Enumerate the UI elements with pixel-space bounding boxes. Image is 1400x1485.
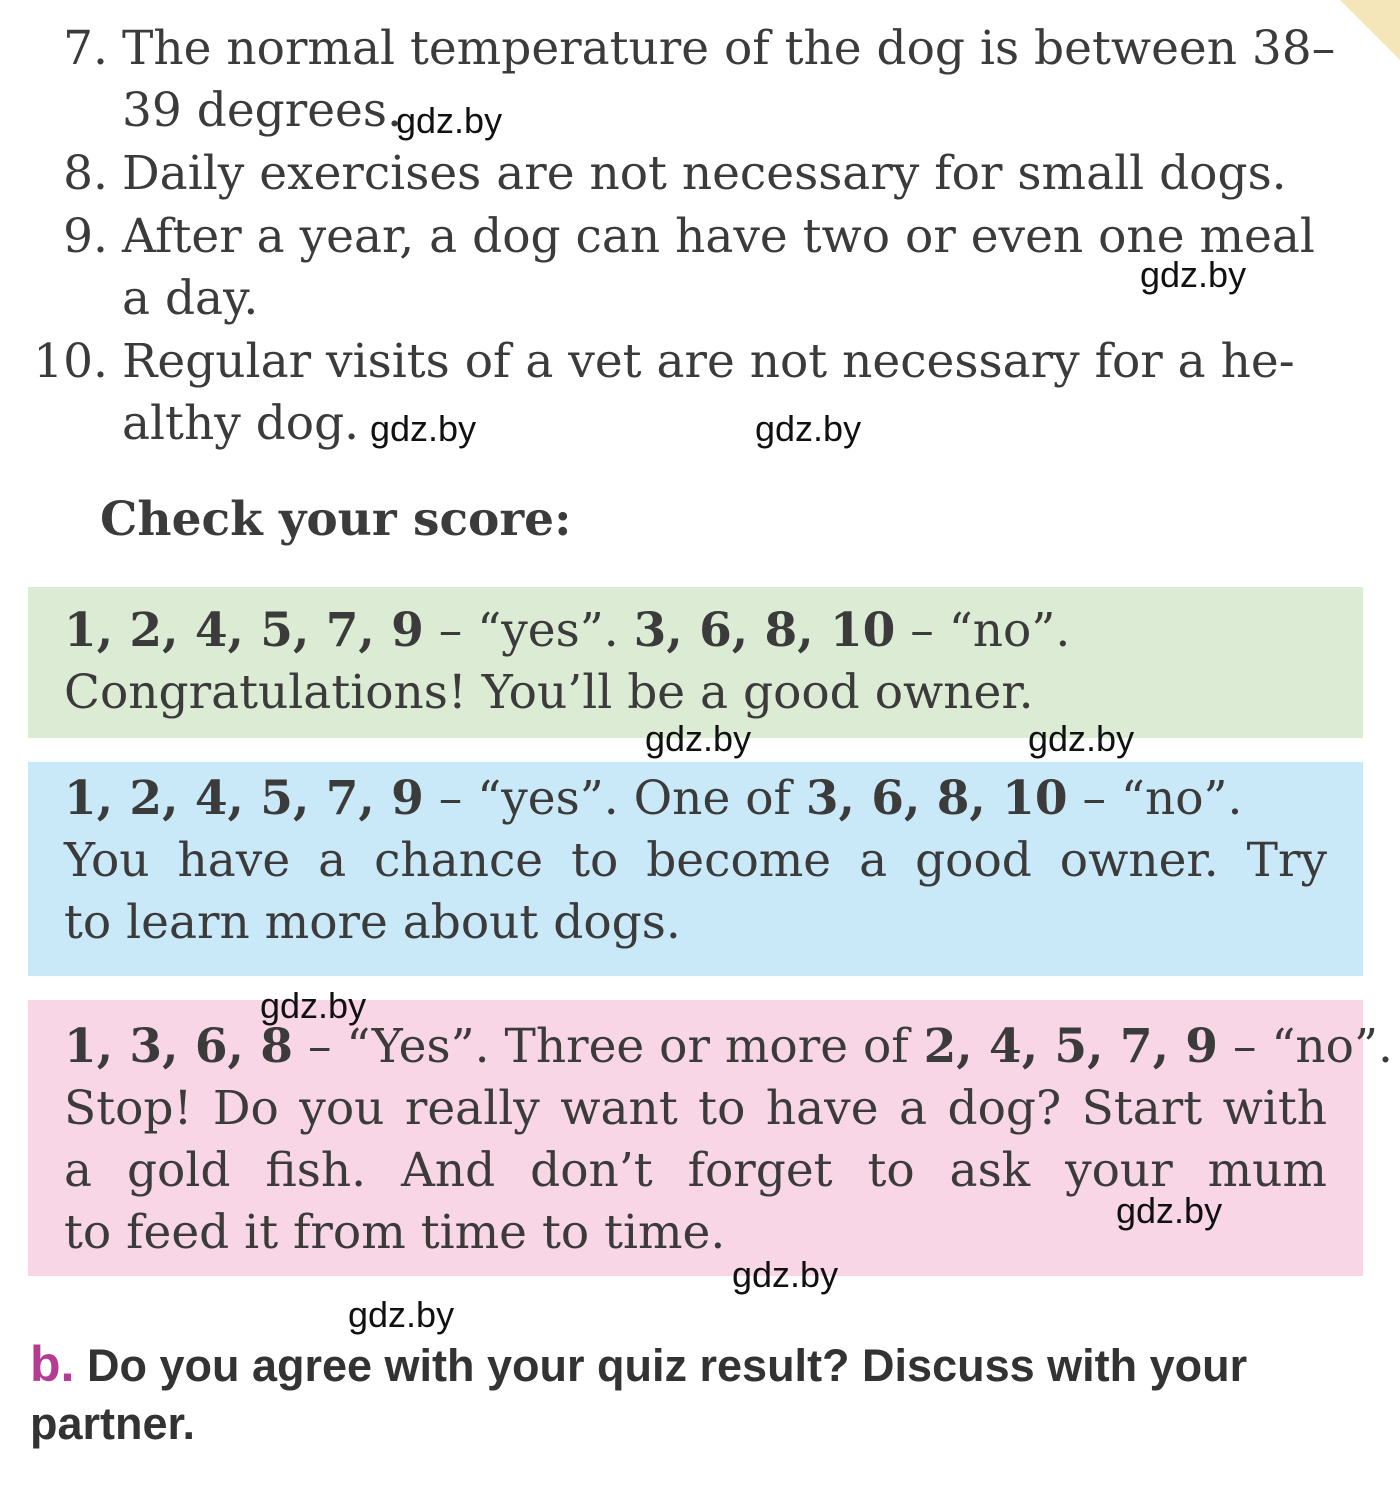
task-b bbox=[30, 1335, 1370, 1453]
watermark: gdz.by bbox=[370, 408, 477, 449]
task-letter: b. bbox=[30, 1336, 75, 1392]
result-box-pink bbox=[28, 1000, 1393, 1276]
statement-line: Regular visits of a vet are not necessary for a he- bbox=[122, 334, 1295, 389]
statement-number: 7. bbox=[63, 21, 108, 76]
result-message: to learn more about dogs. bbox=[64, 895, 681, 950]
watermark: gdz.by bbox=[732, 1254, 839, 1295]
statement-line: The normal temperature of the dog is between 38– bbox=[122, 21, 1336, 76]
statement-number: 10. bbox=[33, 334, 108, 389]
result-box-green bbox=[28, 587, 1363, 738]
watermark: gdz.by bbox=[1028, 718, 1135, 759]
watermark: gdz.by bbox=[1140, 254, 1247, 295]
result-condition: 1, 3, 6, 8 – “Yes”. Three or more of 2, 4, 5, 7, 9 – “no”. bbox=[64, 1019, 1393, 1074]
result-message: Stop! Do you really want to have a dog? Start with bbox=[64, 1081, 1327, 1136]
result-message: a gold fish. And don’t forget to ask your mum bbox=[64, 1143, 1327, 1198]
statement-line: Daily exercises are not necessary for small dogs. bbox=[122, 146, 1287, 201]
task-text: Do you agree with your quiz result? Discuss with your partner. bbox=[30, 1340, 1248, 1449]
watermark: gdz.by bbox=[348, 1294, 455, 1335]
statement-line: 39 degrees. bbox=[122, 83, 402, 138]
statement-number: 9. bbox=[63, 209, 108, 264]
result-message: Congratulations! You’ll be a good owner. bbox=[64, 665, 1034, 720]
check-score-heading: Check your score: bbox=[100, 492, 572, 547]
result-message: to feed it from time to time. bbox=[64, 1205, 726, 1260]
watermark: gdz.by bbox=[1116, 1190, 1223, 1231]
statement-number: 8. bbox=[63, 146, 108, 201]
watermark: gdz.by bbox=[755, 408, 862, 449]
result-condition: 1, 2, 4, 5, 7, 9 – “yes”. 3, 6, 8, 10 – “no”. bbox=[64, 603, 1071, 658]
statement-line: a day. bbox=[122, 271, 259, 326]
result-box-blue bbox=[28, 762, 1363, 976]
statement-line: After a year, a dog can have two or even one meal bbox=[122, 209, 1315, 264]
watermark: gdz.by bbox=[396, 100, 503, 141]
watermark: gdz.by bbox=[645, 718, 752, 759]
result-condition: 1, 2, 4, 5, 7, 9 – “yes”. One of 3, 6, 8, 10 – “no”. bbox=[64, 771, 1243, 826]
statement-line: althy dog. bbox=[122, 396, 360, 451]
watermark: gdz.by bbox=[260, 985, 367, 1026]
result-message: You have a chance to become a good owner. Try bbox=[64, 833, 1327, 888]
